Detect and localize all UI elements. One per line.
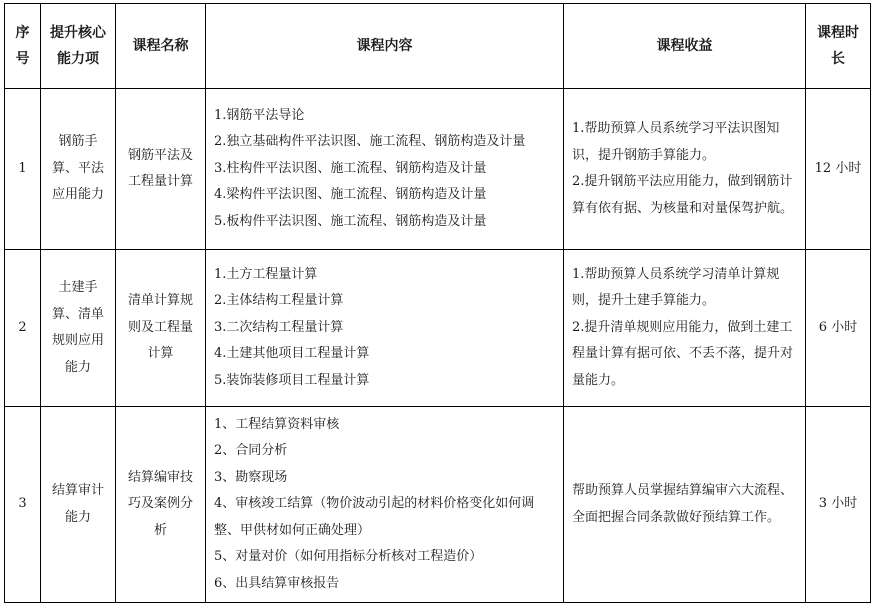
benefit-line: 1.帮助预算人员系统学习平法识图知识，提升钢筋手算能力。: [572, 121, 780, 163]
benefit-line: 帮助预算人员掌握结算编审六大流程、全面把握合同条款做好预结算工作。: [572, 483, 794, 525]
header-seq: 序号: [5, 4, 41, 89]
header-course-duration: 课程时长: [806, 4, 871, 89]
content-line: 5.板构件平法识图、施工流程、钢筋构造及计量: [214, 213, 487, 229]
header-course-content: 课程内容: [206, 4, 564, 89]
content-line: 6、出具结算审核报告: [214, 575, 340, 591]
content-line: 2.独立基础构件平法识图、施工流程、钢筋构造及计量: [214, 134, 526, 150]
benefit-line: 1.帮助预算人员系统学习清单计算规则，提升土建手算能力。: [572, 266, 780, 309]
row-course-content: [206, 89, 564, 250]
course-table: [4, 3, 871, 603]
row-duration: 12 小时: [806, 89, 871, 250]
content-line: 3、勘察现场: [214, 469, 288, 485]
row-course-benefit: [564, 250, 806, 407]
table-row: [5, 250, 871, 407]
content-line: 1.钢筋平法导论: [214, 107, 305, 123]
benefit-line: 2.提升清单规则应用能力，做到土建工程量计算有据可依、不丢不落，提升对量能力。: [572, 319, 794, 388]
content-line: 2、合同分析: [214, 443, 288, 459]
content-line: 4.土建其他项目工程量计算: [214, 346, 370, 362]
content-line: 1.土方工程量计算: [214, 266, 318, 282]
content-line: 5、对量对价（如何用指标分析核对工程造价）: [214, 549, 483, 565]
row-seq: 3: [5, 407, 41, 603]
content-line: 3.柱构件平法识图、施工流程、钢筋构造及计量: [214, 160, 487, 176]
row-duration: 3 小时: [806, 407, 871, 603]
content-line: 1、工程结算资料审核: [214, 416, 340, 432]
row-course-name: 清单计算规则及工程量计算: [116, 250, 206, 407]
content-line: 4.梁构件平法识图、施工流程、钢筋构造及计量: [214, 187, 487, 203]
header-row: [5, 4, 871, 89]
header-course-benefit: 课程收益: [564, 4, 806, 89]
row-course-name: 钢筋平法及工程量计算: [116, 89, 206, 250]
row-ability: 结算审计能力: [41, 407, 116, 603]
table-row: [5, 407, 871, 603]
row-seq: 1: [5, 89, 41, 250]
content-line: 5.装饰装修项目工程量计算: [214, 372, 370, 388]
table-row: [5, 89, 871, 250]
row-course-name: 结算编审技巧及案例分析: [116, 407, 206, 603]
header-ability: 提升核心能力项: [41, 4, 116, 89]
row-ability: 钢筋手算、平法应用能力: [41, 89, 116, 250]
row-course-benefit: [564, 89, 806, 250]
row-ability: 土建手算、清单规则应用能力: [41, 250, 116, 407]
row-course-content: [206, 407, 564, 603]
header-course-name: 课程名称: [116, 4, 206, 89]
content-line: 4、审核竣工结算（物价波动引起的材料价格变化如何调整、甲供材如何正确处理）: [214, 496, 535, 538]
content-line: 3.二次结构工程量计算: [214, 319, 344, 335]
row-course-benefit: [564, 407, 806, 603]
content-line: 2.主体结构工程量计算: [214, 293, 344, 309]
benefit-line: 2.提升钢筋平法应用能力，做到钢筋计算有依有据、为核量和对量保驾护航。: [572, 174, 794, 216]
row-seq: 2: [5, 250, 41, 407]
row-course-content: [206, 250, 564, 407]
row-duration: 6 小时: [806, 250, 871, 407]
